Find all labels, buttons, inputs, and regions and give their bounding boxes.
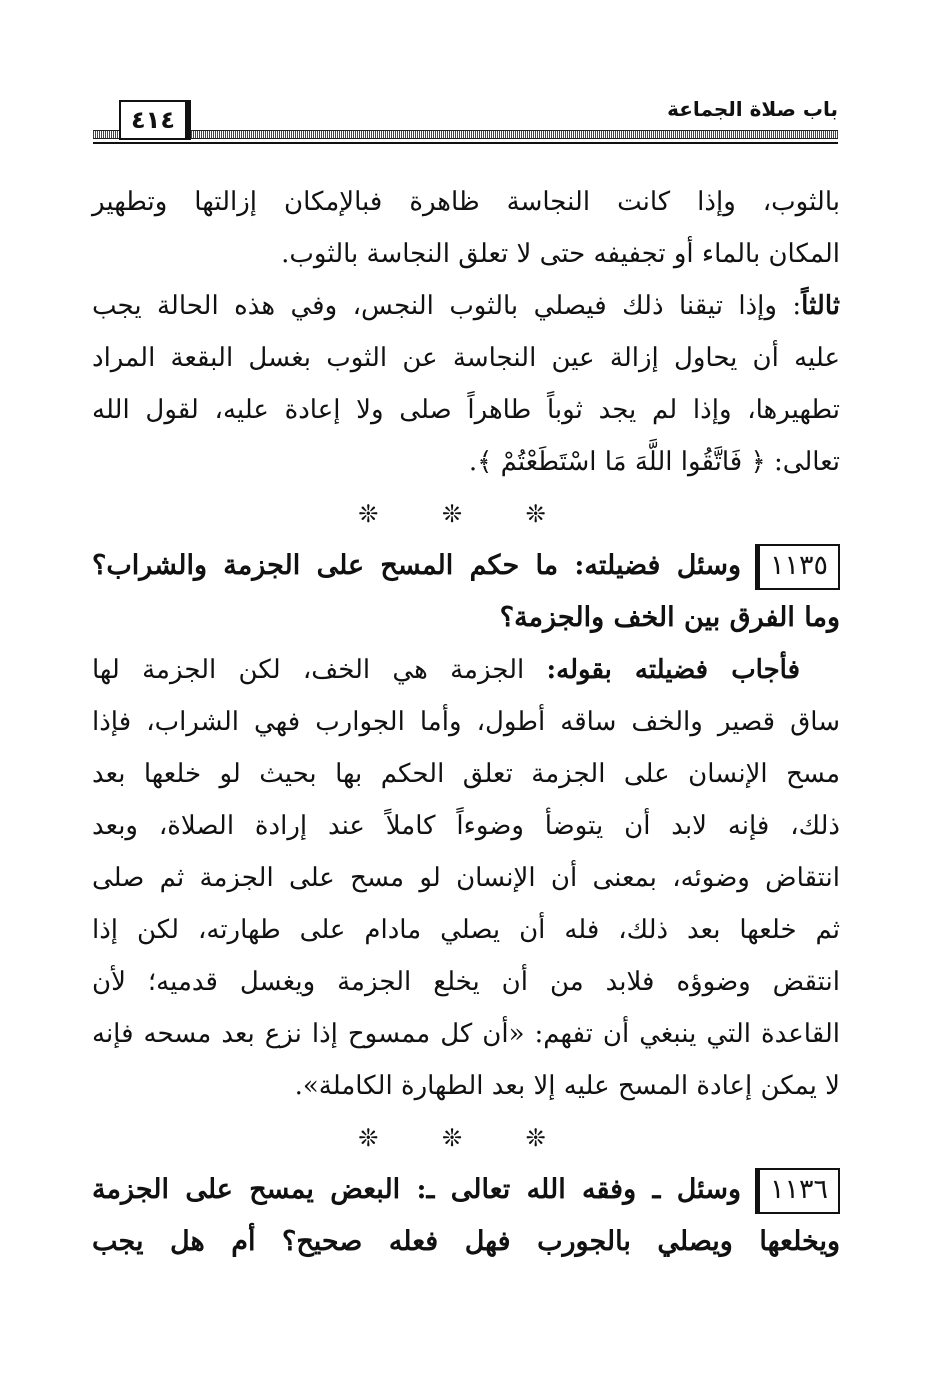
text-line: القاعدة التي ينبغي أن تفهم: «أن كل ممسوح إذا نزع بعد مسحه فإنه: [92, 1019, 840, 1049]
text-line: انتقاض وضوئه، بمعنى أن الإنسان لو مسح على الجزمة ثم صلى: [92, 863, 840, 893]
page-number: ٤١٤: [119, 100, 191, 140]
text-line: [92, 280, 840, 332]
answer-label: فأجاب فضيلته بقوله:: [546, 655, 801, 685]
question-line: ويخلعها ويصلي بالجورب فهل فعله صحيح؟ أم هل يجب: [92, 1226, 840, 1257]
question-line: [92, 540, 840, 592]
text-line: مسح الإنسان على الجزمة تعلق الحكم بها بحيث لو خلعها بعد: [92, 759, 840, 789]
question-text: وسئل فضيلته: ما حكم المسح على الجزمة والشراب؟: [92, 550, 741, 581]
fatwa-number: ١١٣٥: [755, 544, 840, 590]
running-header: [93, 94, 838, 150]
text-span: : وإذا تيقنا ذلك فيصلي بالثوب النجس، وفي هذه الحالة يجب: [92, 291, 802, 321]
text-line: بالثوب، وإذا كانت النجاسة ظاهرة فبالإمكان إزالتها وتطهير: [92, 187, 840, 217]
text-line: تعالى: ﴿ فَاتَّقُوا اللَّهَ مَا اسْتَطَعْتُمْ ﴾.: [468, 447, 840, 477]
text-span: الجزمة هي الخف، لكن الجزمة لها: [92, 655, 525, 685]
text-line: [92, 644, 840, 696]
question-line: [92, 1164, 840, 1216]
text-line: لا يمكن إعادة المسح عليه إلا بعد الطهارة الكاملة».: [294, 1071, 840, 1101]
section-separator: ❊ ❊ ❊: [358, 1124, 574, 1152]
question-line: وما الفرق بين الخف والجزمة؟: [499, 602, 840, 633]
point-label: ثالثاً: [801, 291, 840, 321]
header-hatched-rule: [93, 130, 838, 139]
text-line: ثم خلعها بعد ذلك، فله أن يصلي مادام على طهارته، لكن إذا: [92, 915, 840, 945]
section-separator: ❊ ❊ ❊: [358, 500, 574, 528]
text-line: تطهيرها، وإذا لم يجد ثوباً طاهراً صلى ولا إعادة عليه، لقول الله: [92, 395, 840, 425]
text-line: المكان بالماء أو تجفيفه حتى لا تعلق النجاسة بالثوب.: [281, 239, 840, 269]
chapter-title: باب صلاة الجماعة: [667, 97, 838, 121]
question-text: وسئل ـ وفقه الله تعالى ـ: البعض يمسح على الجزمة: [92, 1174, 741, 1205]
text-line: ذلك، فإنه لابد أن يتوضأ وضوءاً كاملاً عند إرادة الصلاة، وبعد: [92, 811, 840, 841]
text-line: انتقض وضوؤه فلابد من أن يخلع الجزمة ويغسل قدميه؛ لأن: [92, 967, 840, 997]
text-line: عليه أن يحاول إزالة عين النجاسة عن الثوب بغسل البقعة المراد: [92, 343, 840, 373]
fatwa-number: ١١٣٦: [755, 1168, 840, 1214]
page-body: [92, 176, 840, 1268]
text-line: ساق قصير والخف ساقه أطول، وأما الجوارب فهي الشراب، فإذا: [92, 707, 840, 737]
header-rule: [93, 142, 838, 144]
